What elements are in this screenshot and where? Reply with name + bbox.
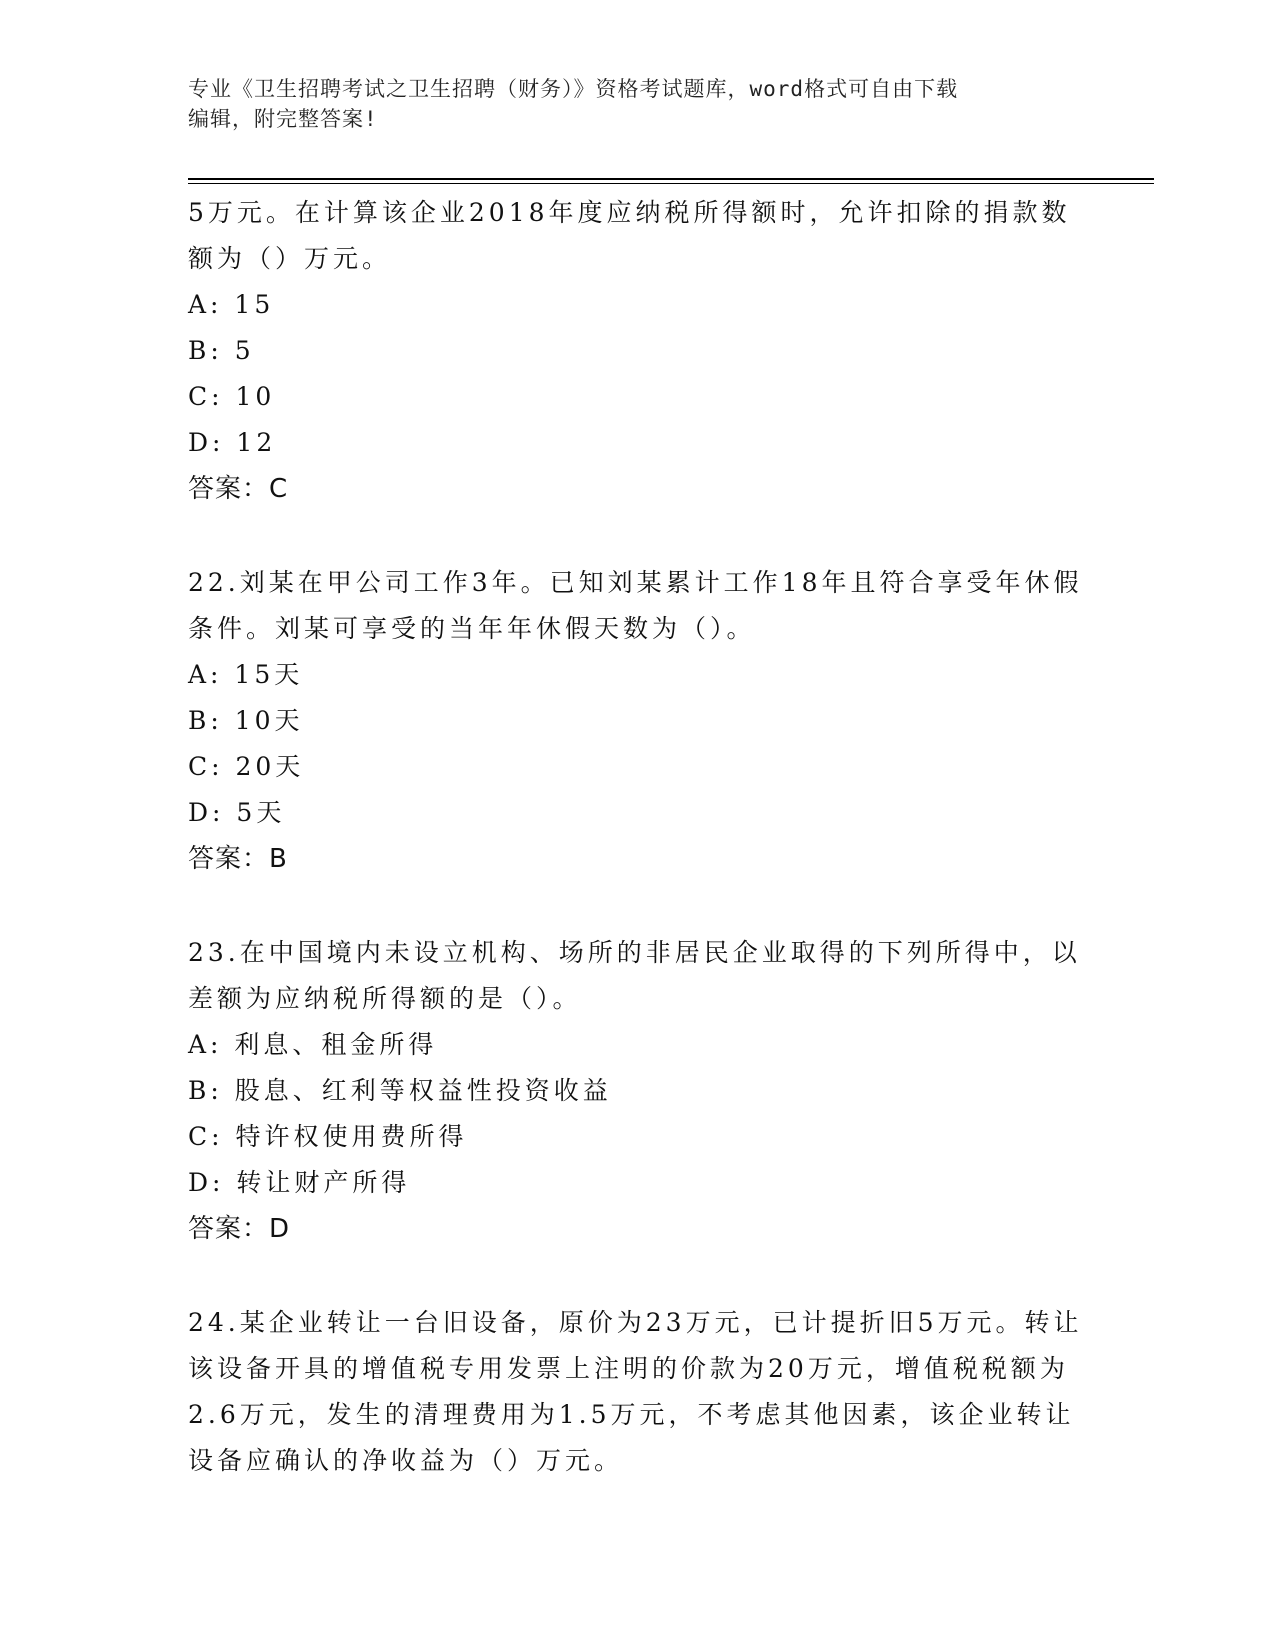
option-d: D: 5天 <box>188 798 286 827</box>
option-b: B: 股息、红利等权益性投资收益 <box>188 1076 612 1105</box>
option-a: A: 利息、租金所得 <box>188 1030 438 1059</box>
option-c: C: 10 <box>188 382 276 411</box>
answer-label: 答案：D <box>188 1214 291 1244</box>
question-24 <box>188 1300 1088 1484</box>
option-d: D: 转让财产所得 <box>188 1168 411 1197</box>
question-23 <box>188 930 1088 1252</box>
header-rule-thick <box>188 178 1154 180</box>
option-b: B: 10天 <box>188 706 304 735</box>
answer-label: 答案：C <box>188 474 289 504</box>
question-22 <box>188 560 1088 882</box>
header-rule-thin <box>188 183 1154 184</box>
header-line-2: 编辑，附完整答案! <box>188 107 378 131</box>
question-text: 22.刘某在甲公司工作3年。已知刘某累计工作18年且符合享受年休假条件。刘某可享受的当年年休假天数为（）。 <box>188 568 1083 643</box>
question-list <box>188 190 1088 1532</box>
question-text: 24.某企业转让一台旧设备，原价为23万元，已计提折旧5万元。转让该设备开具的增值税专用发票上注明的价款为20万元，增值税税额为2.6万元，发生的清理费用为1.5万元，不考虑其他因素，该企业转让设备应确认的净收益为（）万元。 <box>188 1308 1083 1475</box>
question-21 <box>188 190 1088 512</box>
option-c: C: 20天 <box>188 752 305 781</box>
question-text: 23.在中国境内未设立机构、场所的非居民企业取得的下列所得中，以差额为应纳税所得额的是（）。 <box>188 938 1081 1013</box>
answer-label: 答案：B <box>188 844 288 874</box>
document-header <box>188 74 1088 134</box>
option-d: D: 12 <box>188 428 277 457</box>
option-c: C: 特许权使用费所得 <box>188 1122 468 1151</box>
question-text: 5万元。在计算该企业2018年度应纳税所得额时，允许扣除的捐款数额为（）万元。 <box>188 198 1071 273</box>
option-a: A: 15天 <box>188 660 304 689</box>
header-line-1: 专业《卫生招聘考试之卫生招聘（财务）》资格考试题库，word格式可自由下载 <box>188 77 959 101</box>
option-a: A: 15 <box>188 290 275 319</box>
option-b: B: 5 <box>188 336 255 365</box>
